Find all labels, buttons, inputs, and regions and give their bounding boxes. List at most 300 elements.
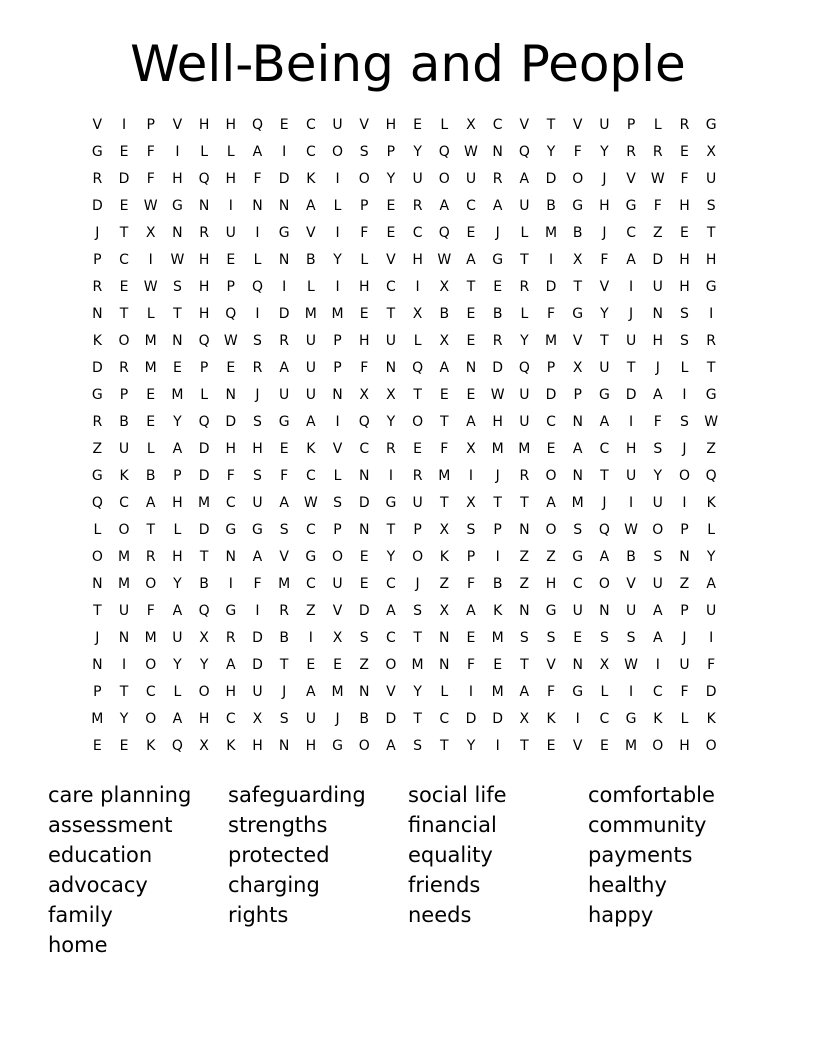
grid-letter: T [440,737,449,754]
grid-letter: L [253,251,262,268]
grid-letter: S [599,629,609,646]
grid-letter: M [438,467,451,484]
grid-letter: F [226,467,235,484]
grid-letter: E [279,116,289,133]
grid-letter: W [490,386,505,403]
grid-letter: J [495,224,500,241]
grid-letter: Y [386,548,396,565]
grid-letter: D [198,521,210,538]
grid-letter: P [546,359,556,376]
grid-letter: M [331,683,344,700]
grid-letter: D [465,710,477,727]
grid-letter: Q [438,224,450,241]
grid-letter: C [359,440,370,457]
grid-letter: I [682,494,687,511]
grid-letter: C [225,494,236,511]
grid-letter: O [438,170,450,187]
grid-letter: F [707,656,716,673]
grid-letter: J [602,494,607,511]
grid-letter: A [306,197,316,214]
grid-letter: F [253,170,262,187]
grid-letter: U [519,197,530,214]
grid-letter: H [679,251,690,268]
grid-letter: D [545,386,557,403]
grid-letter: C [466,197,476,214]
grid-letter: G [171,197,183,214]
grid-letter: M [278,575,291,592]
grid-letter: E [386,224,396,241]
grid-letter: E [546,737,556,754]
grid-letter: T [93,602,102,619]
grid-letter: X [332,629,343,646]
grid-letter: T [520,251,529,268]
grid-letter: S [626,629,636,646]
grid-letter: E [439,386,449,403]
word-list-item [408,930,588,960]
grid-letter: H [252,737,263,754]
grid-letter: B [492,305,503,322]
word-list-item: payments [588,843,693,867]
grid-letter: I [495,737,500,754]
grid-letter: F [146,170,155,187]
grid-letter: K [493,602,503,619]
grid-letter: D [252,656,263,673]
grid-letter: E [413,116,423,133]
grid-letter: D [652,251,664,268]
grid-letter: P [93,683,102,700]
grid-letter: Z [519,548,530,565]
word-list-item: charging [228,873,320,897]
word-list-item: safeguarding [228,783,366,807]
grid-letter: G [278,413,290,430]
grid-letter: R [92,278,103,295]
grid-letter: M [117,575,131,592]
grid-letter: E [599,737,609,754]
grid-letter: G [598,386,610,403]
grid-letter: U [519,386,530,403]
grid-letter: N [252,197,263,214]
grid-letter: A [599,413,610,430]
grid-letter: F [680,683,689,700]
grid-letter: H [625,440,637,457]
grid-letter: F [653,197,662,214]
word-list-item: family [48,903,113,927]
grid-letter: R [706,332,717,349]
grid-letter: S [653,548,663,565]
grid-letter: B [439,305,450,322]
grid-letter: Y [386,413,396,430]
grid-letter: P [466,548,476,565]
grid-letter: V [626,170,636,187]
grid-letter: H [358,332,370,349]
grid-letter: A [652,602,663,619]
grid-letter: H [652,332,664,349]
grid-letter: U [652,278,663,295]
grid-letter: Y [600,143,609,160]
grid-letter: N [572,413,583,430]
grid-letter: C [305,116,316,133]
grid-letter: M [304,305,317,322]
word-list-item: equality [408,843,493,867]
grid-letter: K [653,710,663,727]
grid-letter: T [520,656,529,673]
grid-letter: J [602,170,607,187]
grid-letter: X [572,251,583,268]
grid-letter: M [571,494,584,511]
grid-letter: G [252,521,263,538]
grid-letter: V [386,251,396,268]
grid-letter: U [412,170,423,187]
grid-letter: A [519,170,530,187]
grid-letter: X [466,440,476,457]
grid-letter: B [199,575,209,592]
grid-letter: R [652,143,663,160]
grid-letter: T [173,305,182,322]
grid-letter: V [306,224,316,241]
grid-letter: E [386,197,396,214]
grid-letter: J [682,629,687,646]
word-list-item: happy [588,903,654,927]
grid-letter: Q [705,467,717,484]
grid-letter: I [709,305,714,322]
grid-letter: E [146,386,156,403]
grid-letter: I [255,224,260,241]
grid-letter: Q [412,359,424,376]
grid-letter: J [682,440,687,457]
word-list-item: financial [408,813,497,837]
grid-letter: G [572,548,584,565]
grid-letter: L [440,116,449,133]
grid-letter: C [225,710,236,727]
grid-letter: C [305,143,316,160]
grid-letter: D [385,710,397,727]
grid-letter: E [333,656,342,673]
grid-letter: U [118,440,130,457]
grid-letter: Y [546,143,556,160]
grid-letter: E [146,413,156,430]
grid-letter: A [439,359,450,376]
grid-letter: M [491,440,504,457]
grid-letter: L [146,440,155,457]
grid-letter: I [175,143,180,160]
grid-letter: K [546,710,556,727]
grid-letter: E [119,737,129,754]
grid-letter: C [572,575,583,592]
word-list-item: healthy [588,873,667,897]
grid-letter: R [145,548,156,565]
grid-letter: H [679,197,690,214]
grid-letter: P [493,521,502,538]
grid-letter: P [333,359,342,376]
grid-letter: O [358,170,370,187]
grid-letter: G [91,386,103,403]
grid-letter: B [119,413,129,430]
grid-letter: P [173,467,182,484]
grid-letter: G [385,494,397,511]
grid-letter: T [706,359,716,376]
grid-letter: P [359,197,369,214]
grid-letter: S [680,413,689,430]
grid-letter: D [252,629,263,646]
grid-letter: N [465,359,477,376]
grid-letter: E [119,197,129,214]
grid-letter: H [252,440,263,457]
grid-letter: A [306,683,316,700]
page-title: Well-Being and People [130,35,686,93]
grid-letter: F [466,575,475,592]
grid-letter: C [305,575,316,592]
grid-letter: D [492,710,504,727]
grid-letter: K [306,440,316,457]
grid-letter: U [252,494,263,511]
grid-letter: J [602,224,607,241]
grid-letter: D [198,467,210,484]
word-list-item: friends [408,873,481,897]
grid-letter: L [306,278,315,295]
grid-letter: A [466,602,476,619]
grid-letter: V [172,116,183,133]
grid-letter: D [358,602,370,619]
grid-letter: S [466,521,476,538]
grid-letter: N [572,467,583,484]
grid-letter: S [413,737,423,754]
grid-letter: U [172,629,183,646]
grid-letter: O [145,656,157,673]
grid-letter: F [547,305,556,322]
grid-letter: L [200,386,208,403]
grid-letter: N [599,602,610,619]
grid-letter: W [624,521,639,538]
grid-letter: C [626,224,636,241]
grid-letter: V [519,116,530,133]
grid-letter: I [282,278,287,295]
grid-letter: O [385,656,397,673]
grid-letter: A [252,548,263,565]
grid-letter: P [386,143,396,160]
grid-letter: D [545,278,557,295]
word-list-item: needs [408,903,472,927]
grid-letter: G [625,197,637,214]
grid-letter: D [278,305,290,322]
grid-letter: Y [466,737,476,754]
grid-letter: R [279,602,290,619]
grid-letter: R [519,278,530,295]
grid-letter: I [468,467,474,484]
grid-letter: V [359,116,369,133]
grid-letter: M [491,629,504,646]
grid-letter: O [332,143,344,160]
grid-letter: T [546,116,556,133]
grid-letter: S [172,278,182,295]
grid-letter: L [333,467,342,484]
grid-letter: Y [706,548,716,565]
grid-letter: L [440,683,449,700]
grid-letter: I [468,683,474,700]
grid-letter: L [226,143,235,160]
grid-letter: U [279,386,290,403]
grid-letter: E [413,440,423,457]
grid-letter: E [92,737,102,754]
grid-letter: A [439,197,450,214]
grid-letter: D [492,359,504,376]
grid-letter: L [146,305,155,322]
grid-letter: H [198,251,210,268]
grid-letter: S [253,467,262,484]
grid-letter: S [546,629,556,646]
grid-letter: L [413,332,422,349]
grid-letter: Q [198,332,210,349]
grid-letter: W [303,494,318,511]
grid-letter: I [335,224,340,241]
grid-letter: O [545,521,557,538]
grid-letter: I [335,413,340,430]
grid-letter: O [545,467,557,484]
grid-letter: S [359,629,369,646]
grid-letter: L [333,197,342,214]
grid-letter: I [655,656,660,673]
grid-letter: U [706,602,717,619]
grid-letter: E [119,278,129,295]
grid-letter: N [652,305,664,322]
grid-letter: E [466,224,476,241]
grid-letter: V [572,116,583,133]
grid-letter: I [335,170,340,187]
grid-letter: Q [225,305,237,322]
grid-letter: T [600,467,609,484]
grid-letter: O [678,467,690,484]
grid-letter: P [226,278,235,295]
grid-letter: L [520,305,529,322]
grid-letter: O [412,413,424,430]
grid-letter: L [653,116,662,133]
grid-letter: X [466,116,476,133]
grid-letter: X [359,386,370,403]
grid-letter: R [386,440,396,457]
grid-letter: E [466,629,476,646]
grid-letter: Y [333,251,342,268]
grid-letter: O [598,575,610,592]
grid-letter: F [360,359,369,376]
grid-letter: A [652,629,663,646]
grid-letter: V [626,575,636,592]
grid-letter: V [386,683,396,700]
grid-letter: N [278,251,290,268]
grid-letter: L [93,521,102,538]
grid-letter: E [680,143,689,160]
grid-letter: W [170,251,185,268]
grid-letter: Q [171,737,183,754]
grid-letter: A [172,602,183,619]
grid-letter: V [572,332,583,349]
grid-letter: F [253,575,262,592]
grid-letter: J [629,305,634,322]
grid-letter: O [705,737,717,754]
grid-letter: T [119,305,129,322]
grid-letter: A [225,656,236,673]
grid-letter: F [280,467,289,484]
grid-letter: Y [413,683,422,700]
grid-letter: R [199,224,209,241]
grid-letter: Z [706,440,716,457]
grid-letter: D [545,170,557,187]
grid-letter: Y [520,332,529,349]
grid-letter: I [709,629,714,646]
grid-letter: W [704,413,719,430]
grid-letter: E [119,143,129,160]
grid-letter: U [519,413,530,430]
grid-letter: X [439,602,450,619]
grid-letter: U [652,494,663,511]
grid-letter: E [359,548,369,565]
grid-letter: N [519,602,530,619]
grid-letter: X [412,305,423,322]
grid-letter: R [626,143,636,160]
grid-letter: W [143,278,158,295]
grid-letter: H [198,116,210,133]
grid-letter: E [359,305,369,322]
grid-letter: E [359,575,369,592]
grid-letter: U [252,683,263,700]
grid-letter: V [332,440,343,457]
grid-letter: L [680,359,689,376]
grid-letter: I [415,278,420,295]
grid-letter: J [655,359,660,376]
grid-letter: W [624,656,639,673]
grid-letter: F [573,143,582,160]
grid-letter: O [332,548,344,565]
grid-letter: C [492,116,503,133]
grid-letter: H [599,197,610,214]
grid-letter: H [705,251,717,268]
grid-letter: L [520,224,529,241]
grid-letter: T [386,521,396,538]
grid-letter: Q [358,413,370,430]
grid-letter: R [519,467,530,484]
grid-letter: T [440,494,449,511]
grid-letter: A [492,197,503,214]
grid-letter: M [411,656,424,673]
grid-letter: O [118,332,130,349]
grid-letter: I [629,494,634,511]
grid-letter: S [359,143,369,160]
grid-letter: X [252,710,263,727]
grid-letter: H [198,278,210,295]
grid-letter: H [385,116,397,133]
grid-letter: V [332,602,343,619]
grid-letter: I [575,710,580,727]
grid-letter: R [92,413,103,430]
grid-letter: I [335,278,340,295]
grid-letter: X [439,332,450,349]
grid-letter: Y [173,656,182,673]
grid-letter: N [225,548,237,565]
grid-letter: Z [679,575,690,592]
grid-letter: G [625,710,637,727]
grid-letter: E [573,629,583,646]
grid-letter: D [91,197,103,214]
grid-letter: F [466,656,475,673]
grid-letter: X [466,494,476,511]
grid-letter: F [146,143,155,160]
grid-letter: D [358,494,370,511]
grid-letter: Y [119,710,129,727]
grid-letter: T [146,521,155,538]
grid-letter: F [440,440,449,457]
grid-letter: S [253,413,262,430]
grid-letter: H [225,170,237,187]
grid-letter: Z [359,656,370,673]
grid-letter: I [495,548,500,565]
